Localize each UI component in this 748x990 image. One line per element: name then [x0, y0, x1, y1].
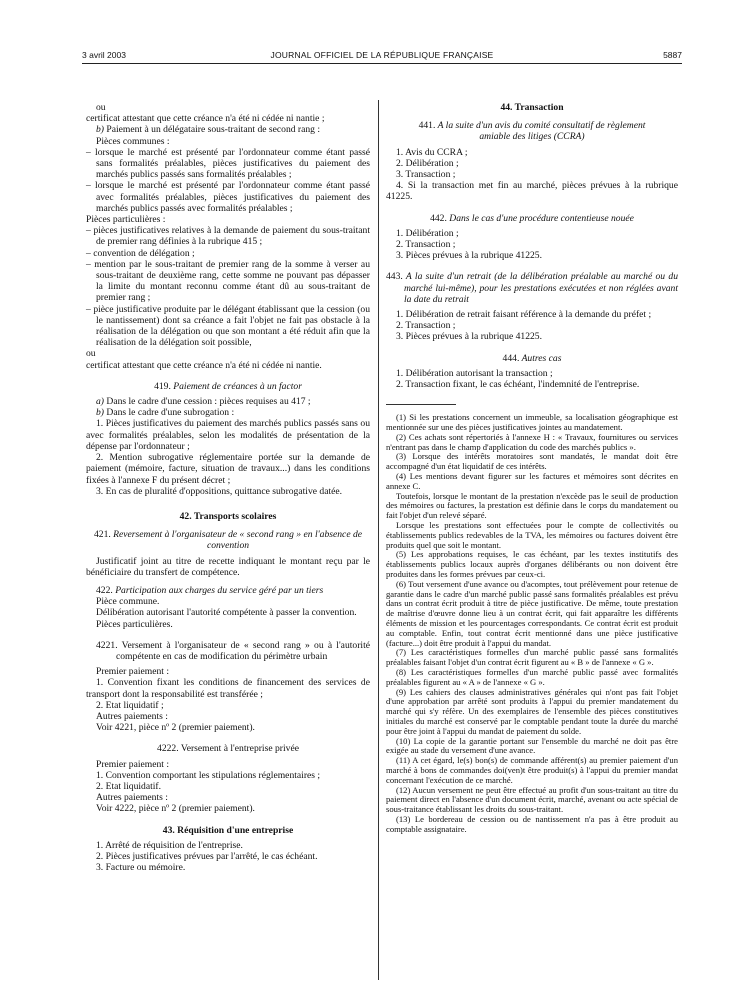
list-item: 3. Pièces prévues à la rubrique 41225. — [396, 331, 542, 343]
paragraph: Autres paiements : — [96, 792, 168, 804]
paragraph: certificat attestant que cette créance n'a été ni cédée ni nantie. — [86, 359, 322, 371]
section-heading-42: 42. Transports scolaires — [179, 510, 277, 522]
paragraph: Pièces communes : — [96, 135, 170, 147]
heading-number: 444. — [502, 352, 520, 364]
heading-text: Participation aux charges du service géré par un tiers — [112, 584, 324, 596]
item-label: a) — [96, 396, 104, 408]
list-item: – convention de délégation ; — [86, 247, 195, 259]
heading-number: 421. — [93, 529, 111, 541]
footnote: (7) Les caractéristiques formelles d'un marché public passé sans formalités préalables faisant l'objet d'un contrat écrit figurent au « B » de l'annexe « G ». — [386, 647, 678, 668]
section-heading-422 — [86, 585, 370, 596]
paragraph: Autres paiements : — [96, 710, 168, 722]
list-item: – mention par le sous-traitant de premier rang de la somme à verser au sous-traitant de deuxième rang, cette somme ne pouvant pas dépasser la limite du montant reconnu comme étant dû au sous-traitant de premier rang ; — [86, 258, 370, 304]
left-column — [86, 102, 370, 873]
list-item: 1. Délibération ; — [396, 227, 459, 239]
list-item: 3. En cas de pluralité d'oppositions, quittance subrogative datée. — [96, 485, 343, 497]
footnote: (6) Tout versement d'une avance ou d'acomptes, tout prélèvement pour retenue de garantie dans le cadre d'un marché public passé sans formalités préalables est prévu dans un contrat écrit produit à titre de pièce justificative. De même, toute prestation de maîtrise d'œuvre donne lieu à un contrat écrit, qui fait apparaître les différents éléments de mission et les pourcentages correspondants. Ce contrat écrit est produit au comptable. Enfin, tout contrat écrit mentionné dans une pièce justificative (facture...) doit être produit à l'appui du mandat. — [386, 578, 678, 648]
list-item: 2. Mention subrogative réglementaire portée sur la demande de paiement (mémoire, facture, situation de travaux...) dans les conditions fixées à l'annexe F du présent décret ; — [86, 452, 370, 486]
heading-number: 422. — [96, 584, 113, 596]
list-item: 3. Facture ou mémoire. — [96, 862, 186, 874]
list-item: 2. Délibération ; — [396, 157, 459, 169]
heading-text: A la suite d'un retrait (de la délibération préalable au marché ou du marché lui-même), pour les prestations exécutées et non réglées avant la date du retrait — [402, 271, 678, 305]
heading-number: 443. — [386, 271, 403, 283]
list-item: 1. Arrêté de réquisition de l'entreprise. — [96, 839, 243, 851]
footnote: Lorsque les prestations sont effectuées pour le compte de collectivités ou établissements publics redevables de la TVA, les mémoires ou factures doivent être produits quel que soit le montant. — [386, 520, 678, 550]
heading-text: Dans le cas d'une procédure contentieuse nouée — [446, 212, 634, 224]
footnote-rule — [386, 404, 456, 405]
list-item: 2. Etat liquidatif. — [96, 780, 162, 792]
right-column — [386, 102, 678, 835]
list-item: 1. Délibération autorisant la transaction ; — [396, 367, 553, 379]
heading-number: 441. — [418, 120, 436, 132]
heading-number: 442. — [430, 212, 447, 224]
paragraph: certificat attestant que cette créance n'a été ni cédée ni nantie ; — [86, 113, 325, 125]
footnote: (12) Aucun versement ne peut être effectué au profit d'un sous-traitant au titre du paiement direct en l'absence d'un document écrit, marché, avenant ou acte spécial de sous-traitance établissant les droits du sous-traitant. — [386, 784, 678, 815]
paragraph: Premier paiement : — [96, 758, 169, 770]
list-item: 2. Transaction fixant, le cas échéant, l'indemnité de l'entreprise. — [396, 379, 640, 391]
header-date: 3 avril 2003 — [82, 50, 126, 60]
footnote: (2) Ces achats sont répertoriés à l'annexe H : « Travaux, fournitures ou services n'entrant pas dans le champ d'application du code des marchés publics ». — [386, 431, 678, 452]
section-heading-44: 44. Transaction — [500, 102, 564, 113]
section-heading-419 — [86, 381, 370, 392]
list-item: 1. Délibération de retrait faisant référence à la demande du préfet ; — [396, 309, 652, 321]
paragraph: Premier paiement : — [96, 666, 169, 678]
section-heading-4222: 4222. Versement à l'entreprise privée — [157, 743, 299, 755]
running-header — [82, 50, 682, 64]
list-item: 2. Pièces justificatives prévues par l'arrêté, le cas échéant. — [96, 850, 318, 862]
footnote: (1) Si les prestations concernent un immeuble, sa localisation géographique est mentionnée sur une des pièces justificatives jointes au mandatement. — [386, 412, 678, 433]
paragraph: Pièces particulières. — [96, 618, 173, 630]
list-item: 2. Transaction ; — [396, 320, 456, 332]
footnote: (5) Les approbations requises, le cas échéant, par les textes institutifs des établissements publics locaux auprès d'organes délibérants ou non doivent être produites dans les formes prévues par ceux-ci. — [386, 549, 678, 580]
paragraph: Voir 4221, pièce nº 2 (premier paiement). — [96, 722, 255, 734]
header-journal-title: JOURNAL OFFICIEL DE LA RÉPUBLIQUE FRANÇAISE — [270, 50, 494, 60]
heading-number: 419. — [154, 380, 171, 392]
section-heading-444 — [386, 353, 678, 364]
footnote: (3) Lorsque des intérêts moratoires sont mandatés, le mandat doit être accompagné d'un état liquidatif de ces intérêts. — [386, 451, 678, 472]
list-item: 4. Si la transaction met fin au marché, pièces prévues à la rubrique 41225. — [386, 180, 678, 203]
paragraph — [86, 124, 370, 135]
list-item: – pièces justificatives relatives à la demande de paiement du sous-traitant de premier rang définies à la rubrique 415 ; — [86, 225, 370, 248]
paragraph — [86, 407, 370, 418]
list-item: 1. Convention comportant les stipulations réglementaires ; — [96, 769, 321, 781]
paragraph: ou — [96, 102, 106, 113]
column-divider — [378, 100, 379, 980]
section-heading-421 — [86, 529, 370, 551]
paragraph-text: Dans le cadre d'une subrogation : — [104, 407, 235, 419]
section-heading-4221: 4221. Versement à l'organisateur de « second rang » ou à l'autorité compétente en cas de modification du périmètre urbain — [96, 639, 370, 662]
section-heading-43: 43. Réquisition d'une entreprise — [162, 824, 294, 836]
paragraph-text: Paiement à un délégataire sous-traitant de second rang : — [104, 124, 321, 136]
footnote: (8) Les caractéristiques formelles d'un marché public passé avec formalités préalables figurent au « A » de l'annexe « G ». — [386, 666, 678, 687]
paragraph: Pièces particulières : — [86, 214, 166, 226]
heading-text: A la suite d'un avis du comité consultatif de règlement amiable des litiges (CCRA) — [435, 120, 646, 143]
footnotes — [386, 413, 678, 834]
list-item: – pièce justificative produite par le délégant établissant que la cession (ou le nantissement) dont sa créance a fait l'objet ne fait pas obstacle à la réalisation de la délégation ou que son montant a été réduit afin que la réalisation de la délégation soit possible, — [86, 303, 370, 349]
list-item: 1. Pièces justificatives du paiement des marchés publics passés sans ou avec formalités préalables, selon les modalités de présentation de la dépense par l'ordonnateur ; — [86, 418, 370, 452]
footnote: (4) Les mentions devant figurer sur les factures et mémoires sont décrites en annexe C. — [386, 471, 678, 491]
footnote: (9) Les cahiers des clauses administratives générales qui n'ont pas fait l'objet d'une approbation par arrêté sont produits à l'appui du premier mandatement du marché qui s'y réfère. Un des exemplaires de l'ensemble des pièces constitutives initiales du marché est conservé par le comptable pendant toute la durée du marché pour être joint à l'appui du mandat de paiement du solde. — [386, 686, 678, 736]
list-item: – lorsque le marché est présenté par l'ordonnateur comme étant passé sans formalités préalables, pièces justificatives du paiement des marchés publics passés sans formalités préalables ; — [86, 146, 370, 181]
footnote: (11) A cet égard, le(s) bon(s) de commande afférent(s) au premier paiement d'un marché à bons de commandes doi(ven)t être produit(s) à l'appui du premier mandat concernant l'exécution de ce marché. — [386, 755, 678, 785]
paragraph: Voir 4222, pièce nº 2 (premier paiement). — [96, 803, 255, 815]
list-item: 2. Etat liquidatif ; — [96, 699, 164, 711]
paragraph: Justificatif joint au titre de recette indiquant le montant reçu par le bénéficiaire du transfert de compétence. — [86, 555, 370, 578]
section-heading-442 — [386, 213, 678, 224]
heading-text: Autres cas — [519, 352, 562, 364]
heading-text: Reversement à l'organisateur de « second rang » en l'absence de convention — [110, 529, 363, 552]
paragraph: Pièce commune. — [96, 596, 160, 608]
paragraph: Délibération autorisant l'autorité compétente à passer la convention. — [96, 607, 357, 619]
item-label: b) — [96, 407, 104, 419]
paragraph — [86, 396, 370, 407]
list-item: 2. Transaction ; — [396, 239, 456, 251]
list-item: 1. Avis du CCRA ; — [396, 146, 468, 158]
section-heading-443 — [386, 271, 678, 305]
footnote: Toutefois, lorsque le montant de la prestation n'excède pas le seuil de production des mémoires ou factures, la prestation est définie dans le corps du mandatement ou fait l'objet d'un relevé séparé. — [386, 490, 678, 521]
paragraph: ou — [86, 348, 96, 360]
header-rule — [82, 63, 682, 64]
footnote: (10) La copie de la garantie portant sur l'ensemble du marché ne doit pas être exigée au stade du versement d'une avance. — [386, 735, 678, 756]
footnote: (13) Le bordereau de cession ou de nantissement n'a pas à être produit au comptable assignataire. — [386, 813, 678, 834]
list-item: 3. Pièces prévues à la rubrique 41225. — [396, 250, 542, 262]
item-label: b) — [96, 124, 104, 136]
list-item: – lorsque le marché est présenté par l'ordonnateur comme étant passé avec formalités préalables, pièces justificatives du paiement des marchés publics passés avec formalités préalables ; — [86, 180, 370, 214]
list-item: 3. Transaction ; — [396, 169, 456, 181]
list-item: 1. Convention fixant les conditions de financement des services de transport dont la responsabilité est transférée ; — [86, 677, 370, 700]
heading-text: Paiement de créances à un factor — [170, 380, 302, 392]
header-page-number: 5887 — [663, 50, 682, 60]
paragraph-text: Dans le cadre d'une cession : pièces requises au 417 ; — [104, 396, 311, 408]
section-heading-441 — [386, 120, 678, 142]
